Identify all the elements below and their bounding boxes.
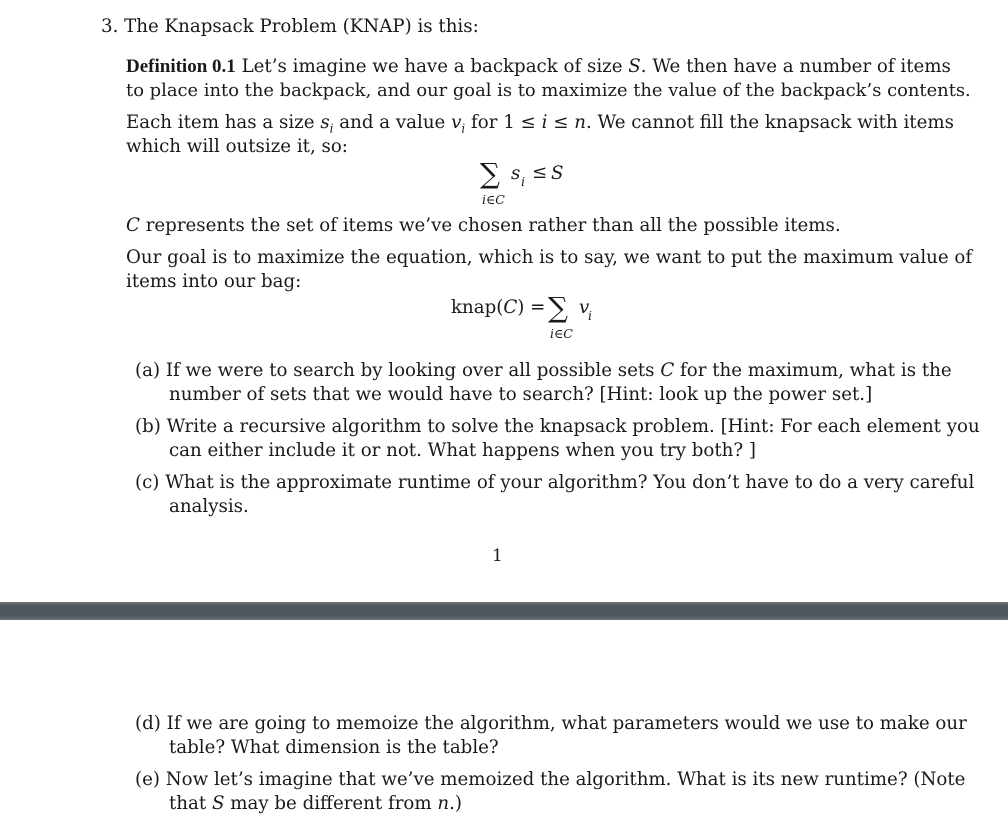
question-d-line-1 <box>135 712 967 736</box>
sum-subscript-1: i∈C <box>482 192 505 207</box>
var-v: v <box>451 112 462 133</box>
sub-i-1: i <box>329 121 334 136</box>
question-b-line-1 <box>135 415 980 439</box>
question-b-label: (b) <box>135 416 161 437</box>
question-e-text-2b: may be different from <box>230 793 432 814</box>
goal-line-2: items into our bag: <box>126 271 302 292</box>
c-represents-text: represents the set of items we’ve chosen rather than all the possible items. <box>145 215 841 236</box>
eq1-s: s <box>511 163 521 184</box>
definition-label: Definition 0.1 <box>126 56 236 77</box>
c-represents-line <box>126 214 841 238</box>
definition-line-1 <box>126 55 951 79</box>
question-e-var-S: S <box>211 793 225 814</box>
problem-heading <box>101 15 479 39</box>
question-d-line-2: table? What dimension is the table? <box>169 737 499 758</box>
items-text-d: ≤ <box>553 112 569 133</box>
problem-title: The Knapsack Problem (KNAP) is this: <box>124 16 479 37</box>
question-c-line-1 <box>135 471 974 495</box>
eq2-close: ) = <box>517 297 546 318</box>
question-a-label: (a) <box>135 360 161 381</box>
question-e-text-2a: that <box>169 793 207 814</box>
goal-line-1: Our goal is to maximize the equation, which is to say, we want to put the maximum value of <box>126 247 973 268</box>
definition-line-2: to place into the backpack, and our goal is to maximize the value of the backpack’s contents. <box>126 80 971 101</box>
items-text-e: . We cannot fill the knapsack with items <box>585 112 954 133</box>
question-e-text: Now let’s imagine that we’ve memoized the algorithm. What is its new runtime? (Note <box>165 769 966 790</box>
question-a-line-1 <box>135 359 952 383</box>
question-c-label: (c) <box>135 472 160 493</box>
question-c-line-2: analysis. <box>169 496 249 517</box>
eq1-rel: ≤ <box>532 162 548 183</box>
definition-text-1-end: . We then have a number of items <box>640 56 951 77</box>
question-a-set-symbol: C <box>660 360 675 381</box>
sum-symbol-1: ∑ <box>480 157 500 190</box>
sub-i-2: i <box>461 121 466 136</box>
page-divider <box>0 602 1008 620</box>
question-b-text: Write a recursive algorithm to solve the knapsack problem. [Hint: For each element you <box>166 416 980 437</box>
eq2-sub: i <box>588 308 592 323</box>
var-i: i <box>541 112 548 133</box>
question-e-line-2 <box>169 792 462 816</box>
document-page-2 <box>0 620 1008 833</box>
question-c-text: What is the approximate runtime of your algorithm? You don’t have to do a very careful <box>165 472 975 493</box>
definition-text-1: Let’s imagine we have a backpack of size <box>241 56 623 77</box>
eq2-v: v <box>579 297 590 318</box>
var-n: n <box>574 112 586 133</box>
items-text-b: and a value <box>339 112 446 133</box>
question-e-line-1 <box>135 768 965 792</box>
question-a-line-2: number of sets that we would have to search? [Hint: look up the power set.] <box>169 384 873 405</box>
eq2-arg: C <box>503 297 518 318</box>
set-c-symbol: C <box>126 215 140 236</box>
eq2-fn-name: knap( <box>451 297 504 318</box>
question-b-line-2: can either include it or not. What happens when you try both? ] <box>169 440 756 461</box>
items-line-2: which will outsize it, so: <box>126 136 348 157</box>
question-d-label: (d) <box>135 713 161 734</box>
sum-symbol-2: ∑ <box>548 291 568 324</box>
question-a-text: If we were to search by looking over all possible sets <box>165 360 655 381</box>
question-d-text: If we are going to memoize the algorithm, what parameters would we use to make our <box>166 713 967 734</box>
question-e-label: (e) <box>135 769 160 790</box>
eq1-sub: i <box>521 174 525 189</box>
question-e-text-2c: .) <box>449 793 463 814</box>
var-S: S <box>628 56 641 77</box>
items-text-c: for 1 ≤ <box>471 112 536 133</box>
question-a-text-end: for the maximum, what is the <box>680 360 952 381</box>
problem-number: 3. <box>101 16 119 37</box>
items-text-a: Each item has a size <box>126 112 315 133</box>
question-e-var-n: n <box>437 793 450 814</box>
eq1-rhs: S <box>551 163 564 184</box>
eq2-fn <box>451 297 545 318</box>
page-number: 1 <box>492 546 503 566</box>
sum-subscript-2: i∈C <box>550 326 573 341</box>
var-s: s <box>320 112 330 133</box>
